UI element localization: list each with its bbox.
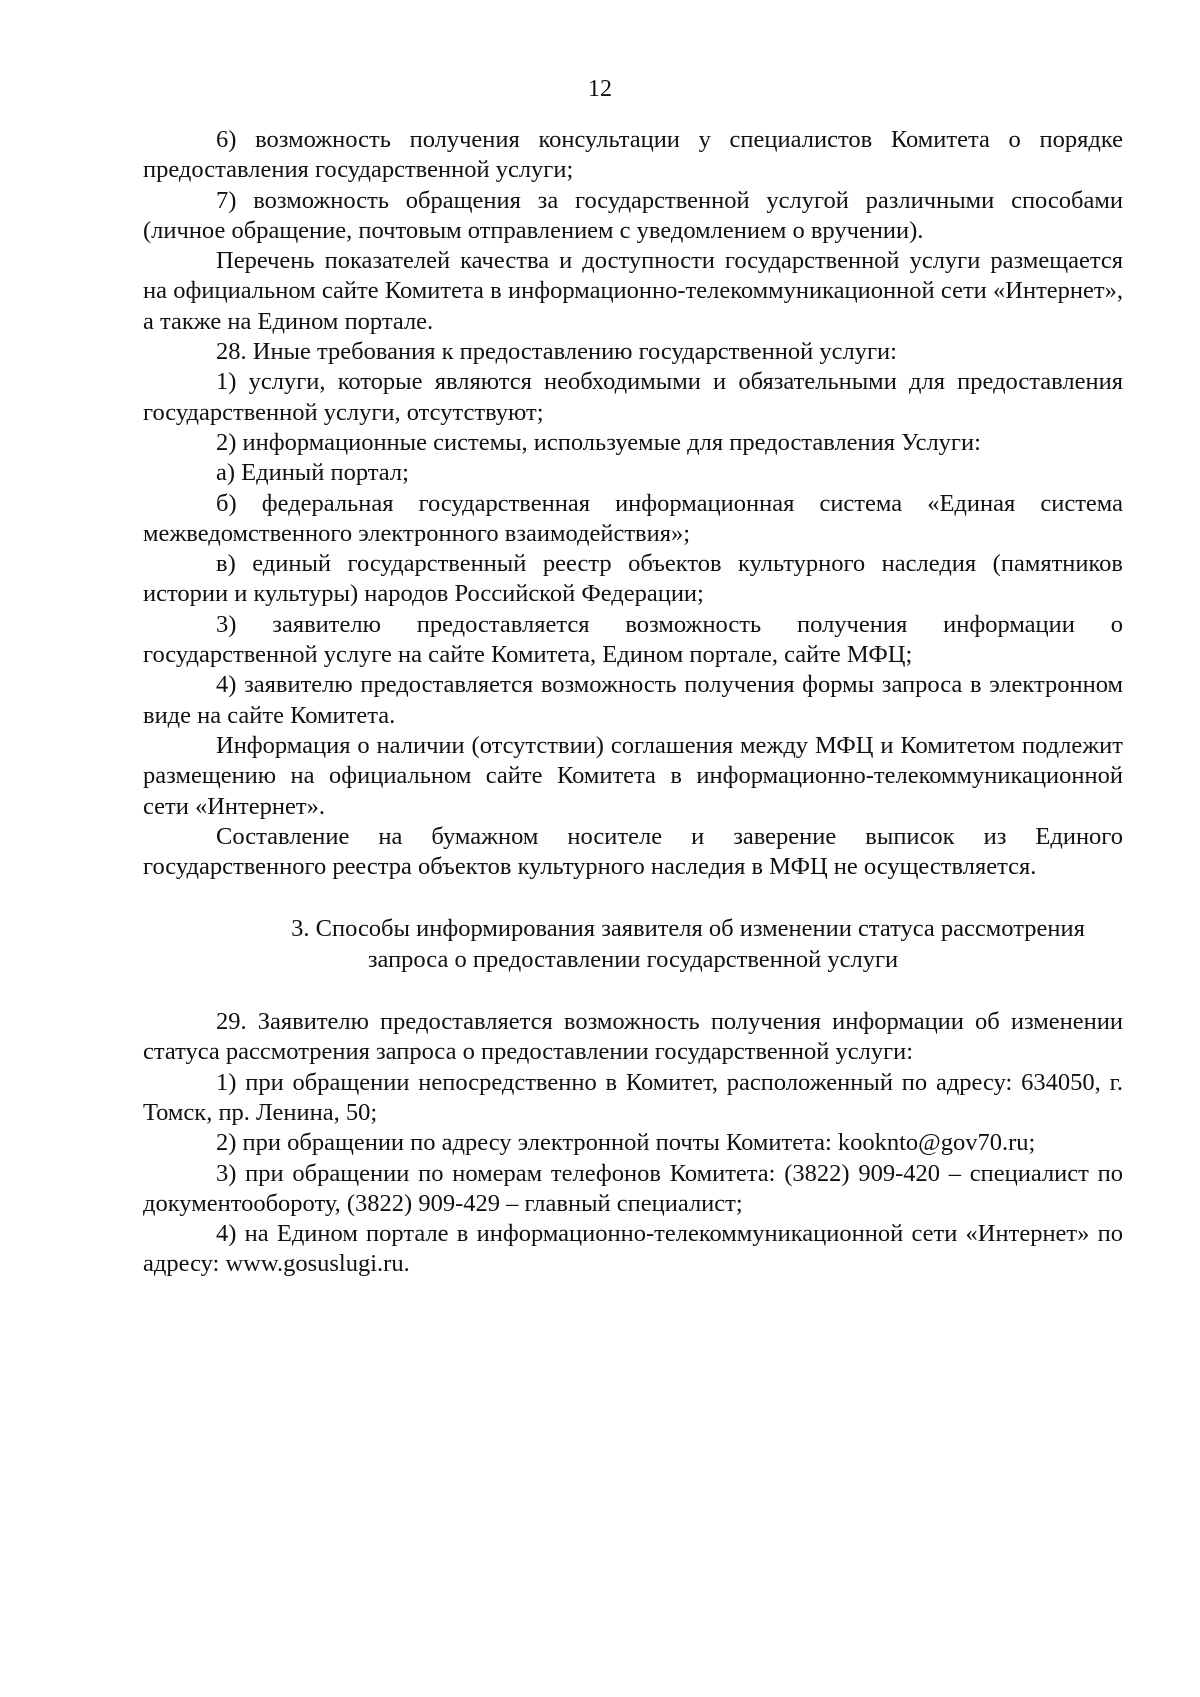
paragraph: 7) возможность обращения за государственной услугой различными способами (личное обращение, почтовым отправлением с уведомлением о вручении). bbox=[143, 186, 1123, 244]
paragraph: 4) заявителю предоставляется возможность получения формы запроса в электронном виде на сайте Комитета. bbox=[143, 671, 1123, 729]
paragraph: 3) заявителю предоставляется возможность получения информации о государственной услуге на сайте Комитета, Едином портале, сайте МФЦ; bbox=[143, 610, 1123, 669]
document-body bbox=[143, 125, 1123, 1280]
section-heading bbox=[143, 914, 1123, 975]
paragraph: 2) при обращении по адресу электронной почты Комитета: kooknto@gov70.ru; bbox=[216, 1129, 1036, 1157]
section-heading-line: 3. Способы информирования заявителя об изменении статуса рассмотрения bbox=[291, 915, 1085, 943]
paragraph: Составление на бумажном носителе и заверение выписок из Единого государственного реестра объектов культурного наследия в МФЦ не осуществляется. bbox=[143, 822, 1123, 881]
paragraph: в) единый государственный реестр объектов культурного наследия (памятников истории и культуры) народов Российской Федерации; bbox=[143, 550, 1123, 608]
paragraph: 2) информационные системы, используемые для предоставления Услуги: bbox=[216, 428, 981, 456]
paragraph: а) Единый портал; bbox=[216, 459, 409, 487]
paragraph: б) федеральная государственная информационная система «Единая система межведомственного электронного взаимодействия»; bbox=[143, 489, 1123, 547]
paragraph: 3) при обращении по номерам телефонов Комитета: (3822) 909-420 – специалист по документообороту, (3822) 909-429 – главный специалист; bbox=[143, 1159, 1123, 1217]
paragraph: 1) услуги, которые являются необходимыми и обязательными для предоставления государственной услуги, отсутствуют; bbox=[143, 368, 1123, 426]
paragraph: Информация о наличии (отсутствии) соглашения между МФЦ и Комитетом подлежит размещению на официальном сайте Комитета в информационно-телекоммуникационной сети «Интернет». bbox=[143, 731, 1123, 820]
paragraph: Перечень показателей качества и доступности государственной услуги размещается на официальном сайте Комитета в информационно-телекоммуникационной сети «Интернет», а также на Едином портале. bbox=[143, 247, 1123, 335]
paragraph: 29. Заявителю предоставляется возможность получения информации об изменении статуса рассмотрения запроса о предоставлении государственной услуги: bbox=[143, 1008, 1123, 1066]
page-number: 12 bbox=[588, 76, 612, 102]
section-heading-line: запроса о предоставлении государственной услуги bbox=[367, 945, 899, 973]
paragraph: 28. Иные требования к предоставлению государственной услуги: bbox=[216, 338, 897, 366]
paragraph: 1) при обращении непосредственно в Комитет, расположенный по адресу: 634050, г. Томск, пр. Ленина, 50; bbox=[143, 1068, 1123, 1126]
paragraph: 4) на Едином портале в информационно-телекоммуникационной сети «Интернет» по адресу: www.gosuslugi.ru. bbox=[143, 1220, 1123, 1278]
paragraph: 6) возможность получения консультации у специалистов Комитета о порядке предоставления государственной услуги; bbox=[143, 126, 1123, 184]
